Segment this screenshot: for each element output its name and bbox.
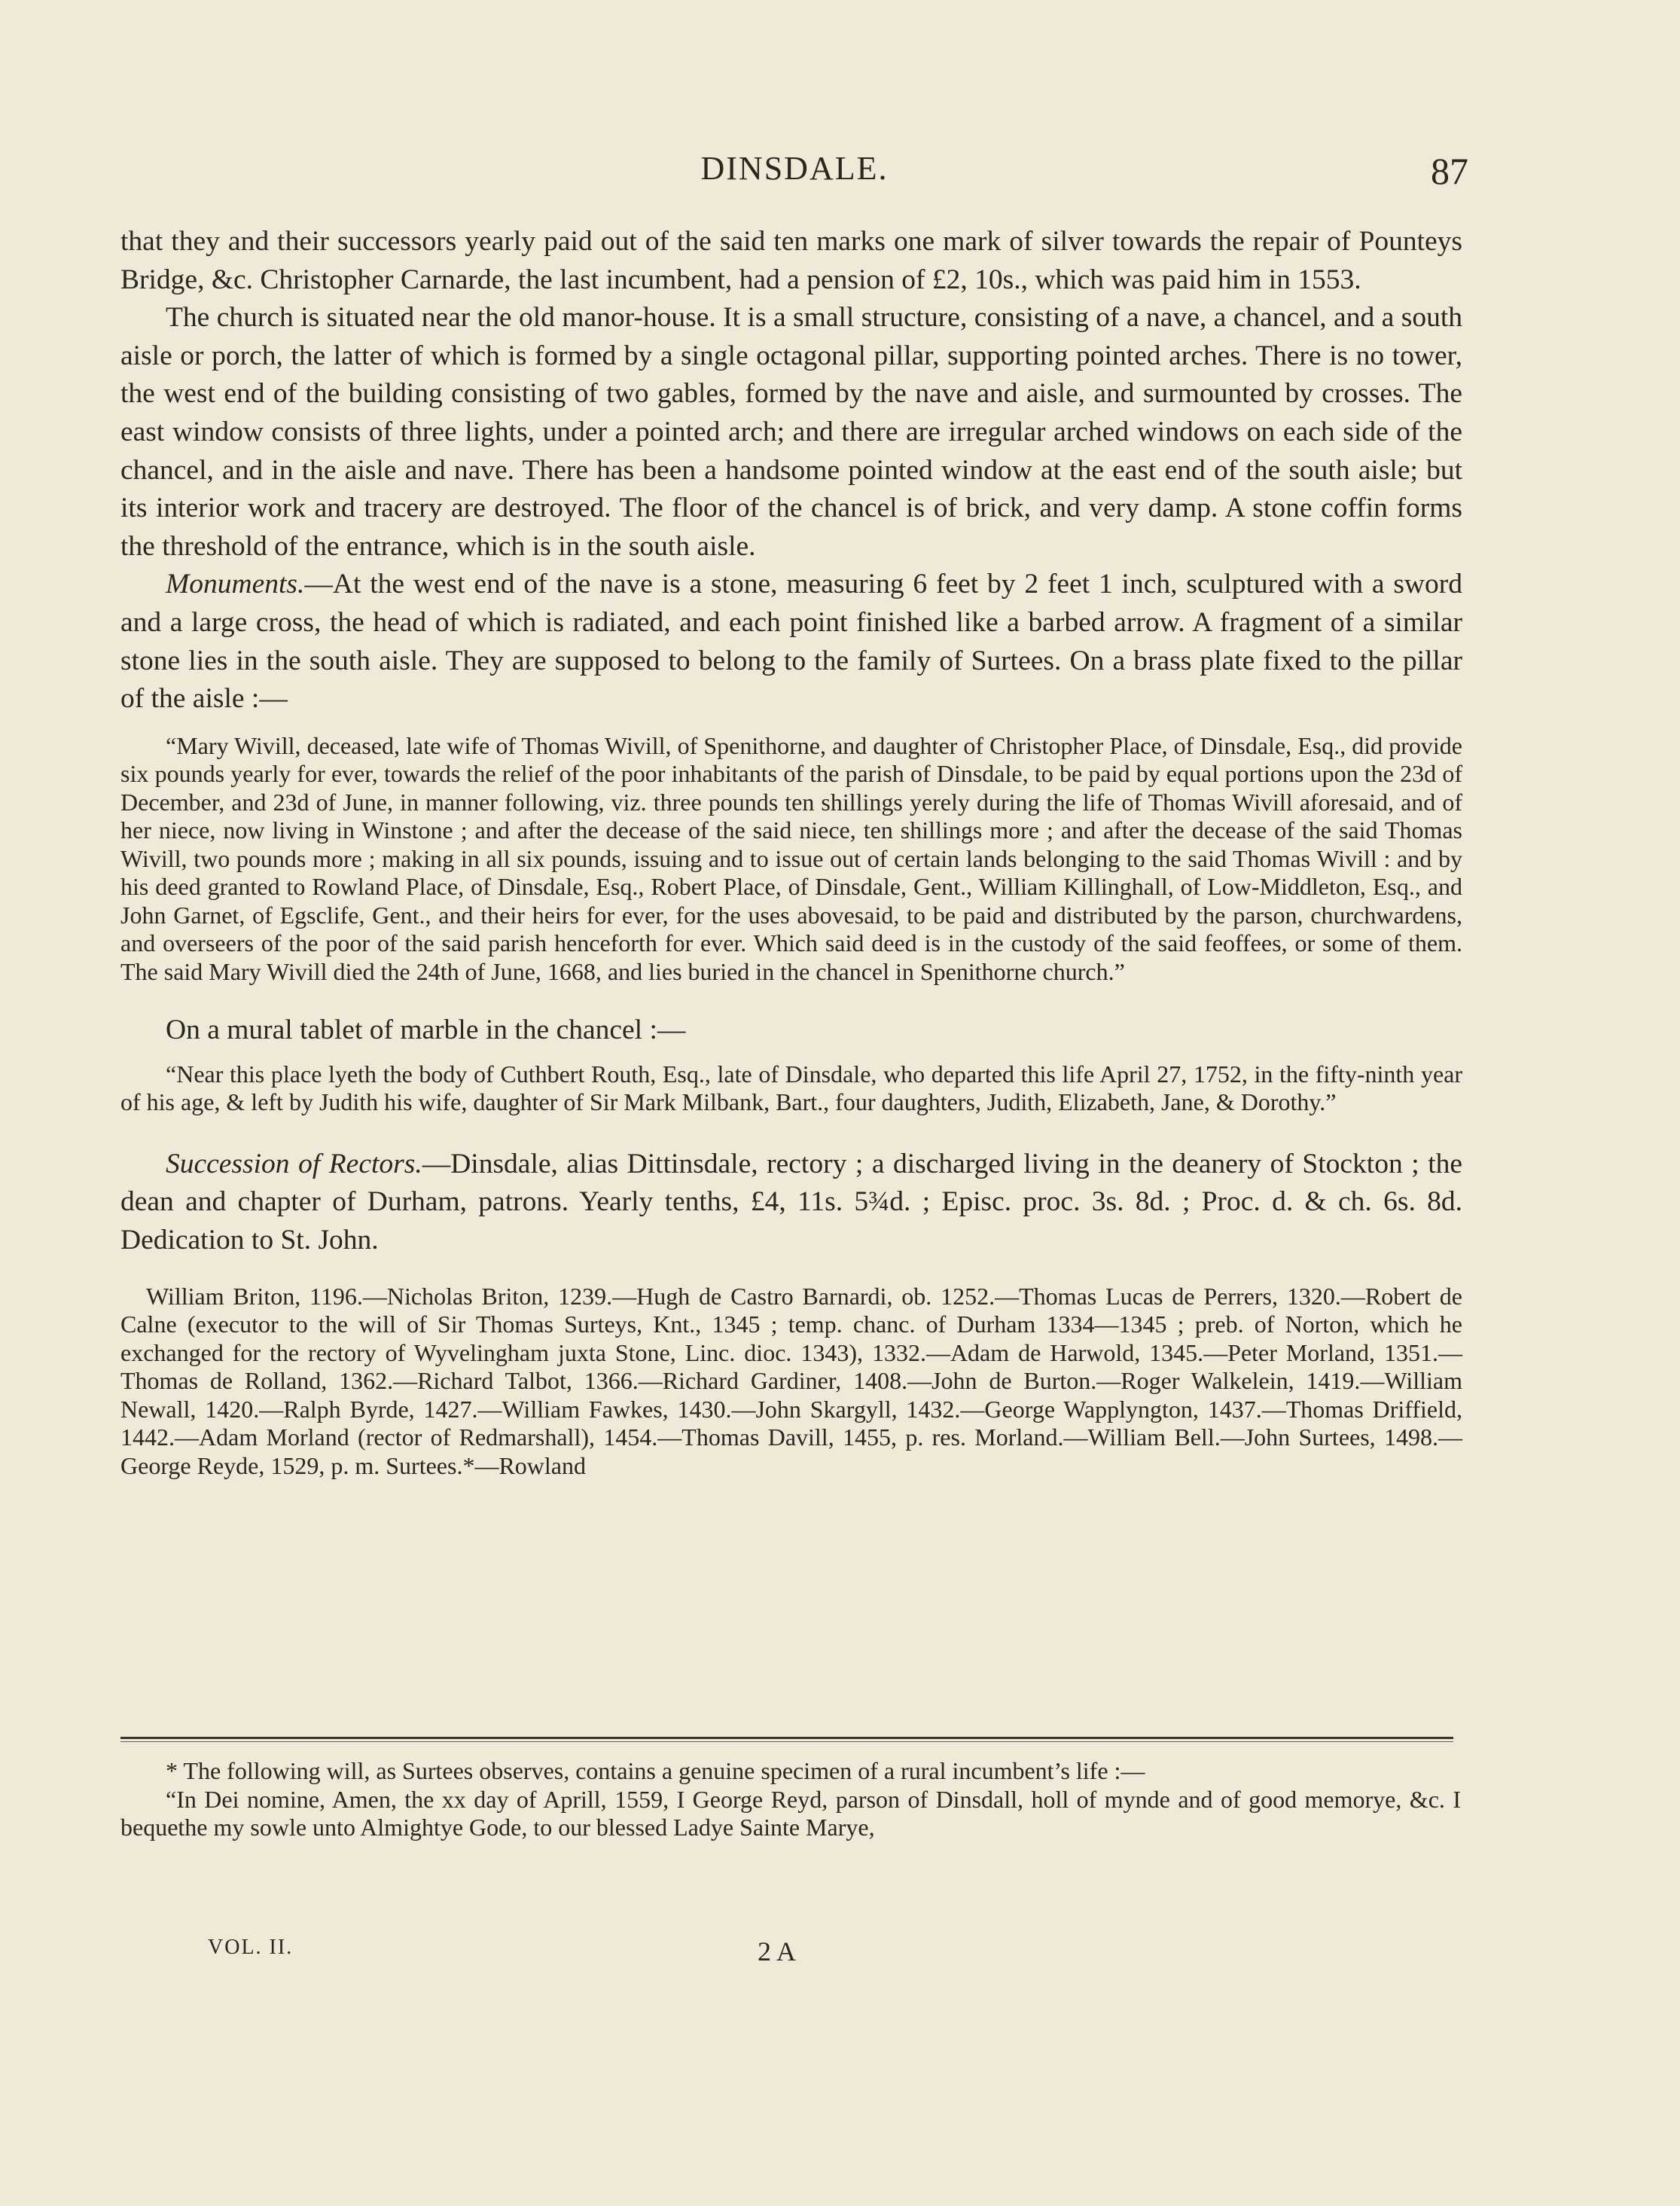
footnote-divider-thin bbox=[120, 1741, 1453, 1742]
succession-text: —Dinsdale, alias Dittinsdale, rectory ; a discharged living in the deanery of Stockton ; the dean and chapter of Durham, patrons. Yearly tenths, £4, 11s. 5¾d. ; Episc. proc. 3s. 8d. ; Proc. d. & ch. 6s. 8d. Dedication to St. John. bbox=[120, 1148, 1463, 1256]
rectors-list: William Briton, 1196.—Nicholas Briton, 1239.—Hugh de Castro Barnardi, ob. 1252.—Thomas Lucas de Perrers, 1320.—Robert de Calne (executor to the will of Sir Thomas Surteys, Knt., 1345 ; temp. chanc. of Durham 1334—1345 ; preb. of Norton, which he exchanged for the rectory of Wyvelingham juxta Stone, Linc. dioc. 1343), 1332.—Adam de Harwold, 1345.—Peter Morland, 1351.—Thomas de Rolland, 1362.—Richard Talbot, 1366.—Richard Gardiner, 1408.—John de Burton.—Roger Walkelein, 1419.—William Newall, 1420.—Ralph Byrde, 1427.—William Fawkes, 1430.—John Skargyll, 1432.—George Wapplyngton, 1437.—Thomas Driffield, 1442.—Adam Morland (rector of Redmarshall), 1454.—Thomas Davill, 1455, p. res. Morland.—William Bell.—John Surtees, 1498.—George Reyde, 1529, p. m. Surtees.*—Rowland bbox=[120, 1282, 1462, 1479]
mural-tablet-inscription: “Near this place lyeth the body of Cuthbert Routh, Esq., late of Dinsdale, who departed this life April 27, 1752, in the fifty-ninth year of his age, & left by Judith his wife, daughter of Sir Mark Milbank, Bart., four daughters, Judith, Elizabeth, Jane, & Dorothy.” bbox=[120, 1060, 1462, 1116]
footnote bbox=[120, 1757, 1461, 1842]
footnote-line-1: * The following will, as Surtees observes, contains a genuine specimen of a rural incumbent’s life :— bbox=[166, 1757, 1145, 1784]
page-number: 87 bbox=[1431, 150, 1468, 192]
paragraph-monuments bbox=[120, 566, 1462, 718]
paragraph-succession bbox=[120, 1146, 1462, 1260]
brass-plate-inscription: “Mary Wivill, deceased, late wife of Thomas Wivill, of Spenithorne, and daughter of Christopher Place, of Dinsdale, Esq., did provide six pounds yearly for ever, towards the relief of the poor inhabitants of the parish of Dinsdale, to be paid by equal portions upon the 23d of December, and 23d of June, in manner following, viz. three pounds ten shillings yerely during the life of Thomas Wivill aforesaid, and of her niece, now living in Winstone ; and after the decease of the said niece, ten shillings more ; and after the decease of the said Thomas Wivill, two pounds more ; making in all six pounds, issuing and to issue out of certain lands belonging to the said Thomas Wivill : and by his deed granted to Rowland Place, of Dinsdale, Esq., Robert Place, of Dinsdale, Gent., William Killinghall, of Low-Middleton, Esq., and John Garnet, of Egsclife, Gent., and their heirs for ever, for the uses abovesaid, to be paid and distributed by the parson, churchwardens, and overseers of the poor of the said parish henceforth for ever. Which said deed is in the custody of the said feoffees, or some of them. The said Mary Wivill died the 24th of June, 1668, and lies buried in the chancel in Spenithorne church.” bbox=[120, 731, 1462, 985]
paragraph-continuation: that they and their successors yearly paid out of the said ten marks one mark of silver towards the repair of Pounteys Bridge, &c. Christopher Carnarde, the last incumbent, had a pension of £2, 10s., which was paid him in 1553. bbox=[120, 226, 1462, 295]
monuments-heading: Monuments. bbox=[166, 569, 305, 600]
main-text bbox=[120, 223, 1462, 1480]
monuments-text: —At the west end of the nave is a stone, measuring 6 feet by 2 feet 1 inch, sculptured with a sword and a large cross, the head of which is radiated, and each point finished like a barbed arrow. A fragment of a similar stone lies in the south aisle. They are supposed to belong to the family of Surtees. On a brass plate fixed to the pillar of the aisle :— bbox=[120, 569, 1462, 715]
signature-mark: 2 A bbox=[758, 1936, 797, 1966]
running-title: DINSDALE. bbox=[700, 150, 889, 187]
footnote-line-2: “In Dei nomine, Amen, the xx day of Aprill, 1559, I George Reyd, parson of Dinsdall, holl of mynde and of good memorye, &c. I bequethe my sowle unto Almightye Gode, to our blessed Ladye Sainte Marye, bbox=[120, 1785, 1461, 1841]
succession-heading: Succession of Rectors. bbox=[166, 1148, 422, 1179]
paragraph-church-description: The church is situated near the old manor-house. It is a small structure, consisting of a nave, a chancel, and a south aisle or porch, the latter of which is formed by a single octagonal pillar, supporting pointed arches. There is no tower, the west end of the building consisting of two gables, formed by the nave and aisle, and surmounted by crosses. The east window consists of three lights, under a pointed arch; and there are irregular arched windows on each side of the chancel, and in the aisle and nave. There has been a handsome pointed window at the east end of the south aisle; but its interior work and tracery are destroyed. The floor of the chancel is of brick, and very damp. A stone coffin forms the threshold of the entrance, which is in the south aisle. bbox=[120, 302, 1462, 562]
footnote-divider bbox=[120, 1737, 1453, 1739]
volume-label: VOL. II. bbox=[208, 1936, 294, 1959]
page-header bbox=[120, 149, 1468, 202]
paragraph-mural-tablet: On a mural tablet of marble in the chancel :— bbox=[166, 1015, 686, 1046]
